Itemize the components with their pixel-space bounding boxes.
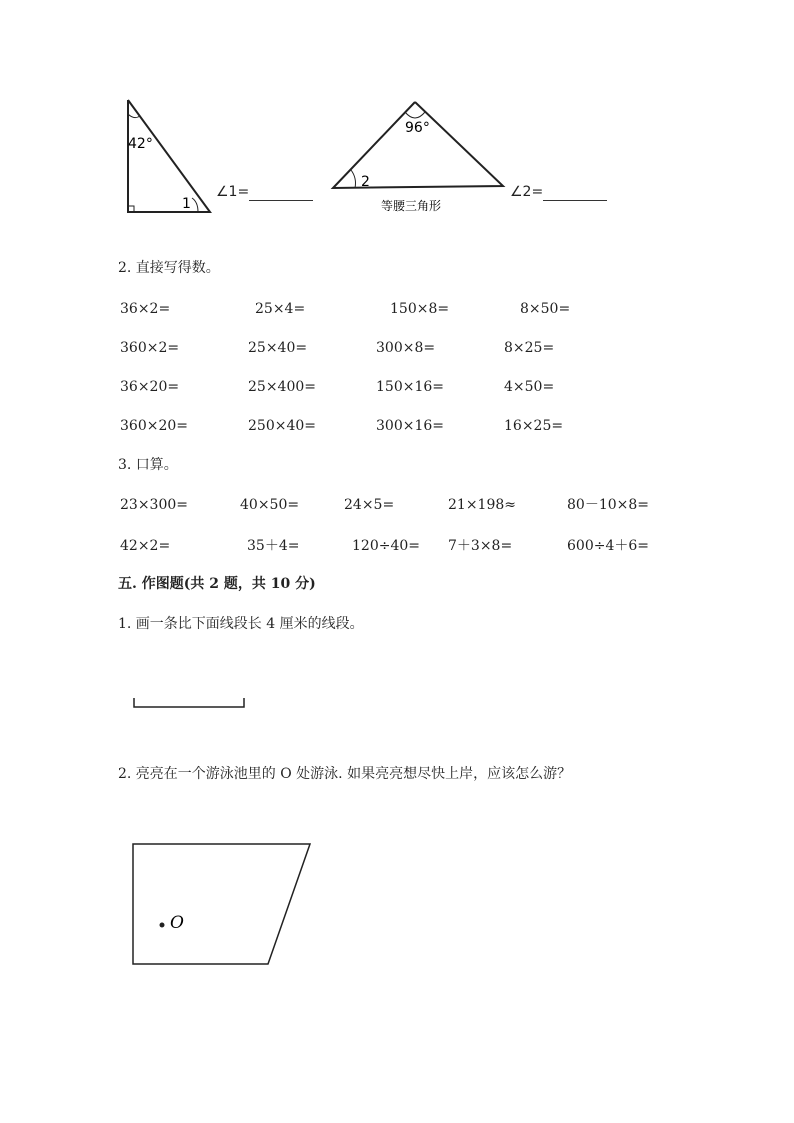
isosceles-triangle-figure [325,92,515,222]
angle-42-label: 42° [128,136,153,152]
direct-cell: 250×40= [248,418,316,434]
oral-cell: 7＋3×8= [448,538,513,554]
oral-cell: 600÷4＋6= [567,538,649,554]
direct-cell: 4×50= [504,379,555,395]
drawing-question-2: 2. 亮亮在一个游泳池里的 O 处游泳. 如果亮亮想尽快上岸，应该怎么游？ [118,766,572,782]
reference-line-segment [130,696,250,712]
angle-2-answer-blank[interactable] [543,186,607,201]
angle-arc-apex [405,112,425,118]
angle-1-answer-label: ∠1= [216,184,250,200]
angle-arc-bottom [192,198,198,212]
direct-cell: 36×2= [120,301,171,317]
direct-cell: 36×20= [120,379,180,395]
angle-1-label: 1 [182,196,191,212]
oral-cell: 24×5= [344,497,395,513]
isosceles-caption: 等腰三角形 [381,199,442,213]
point-o-label: O [170,913,184,933]
isosceles-triangle-shape [333,102,503,188]
oral-cell: 21×198≈ [448,497,516,513]
drawing-question-1: 1. 画一条比下面线段长 4 厘米的线段。 [118,616,364,632]
pool-trapezoid [133,844,310,964]
direct-cell: 150×16= [376,379,444,395]
direct-cell: 25×400= [248,379,316,395]
direct-cell: 25×4= [255,301,306,317]
swimming-pool-figure [126,838,318,970]
point-o-dot [160,923,165,928]
direct-cell: 8×25= [504,340,555,356]
angle-2-answer-label: ∠2= [510,184,544,200]
direct-cell: 8×50= [520,301,571,317]
angle-arc-base [351,170,356,188]
direct-cell: 16×25= [504,418,564,434]
angle-1-answer [216,183,313,201]
oral-cell: 80－10×8= [567,497,649,513]
direct-cell: 300×16= [376,418,444,434]
angle-96-label: 96° [405,120,430,136]
direct-cell: 25×40= [248,340,308,356]
direct-cell: 300×8= [376,340,436,356]
drawing-section-title: 五. 作图题(共 2 题，共 10 分) [118,576,316,592]
oral-cell: 40×50= [240,497,300,513]
direct-cell: 150×8= [390,301,450,317]
direct-cell: 360×20= [120,418,188,434]
right-triangle-figure [110,92,220,222]
oral-cell: 42×2= [120,538,171,554]
angle-1-answer-blank[interactable] [249,186,313,201]
angle-2-answer [510,183,607,201]
direct-cell: 360×2= [120,340,180,356]
oral-cell: 120÷40= [352,538,420,554]
direct-section-title: 2. 直接写得数。 [118,260,220,276]
oral-cell: 23×300= [120,497,188,513]
oral-cell: 35＋4= [247,538,300,554]
right-triangle-shape [128,100,210,212]
oral-section-title: 3. 口算。 [118,457,178,473]
angle-2-label: 2 [361,174,370,190]
